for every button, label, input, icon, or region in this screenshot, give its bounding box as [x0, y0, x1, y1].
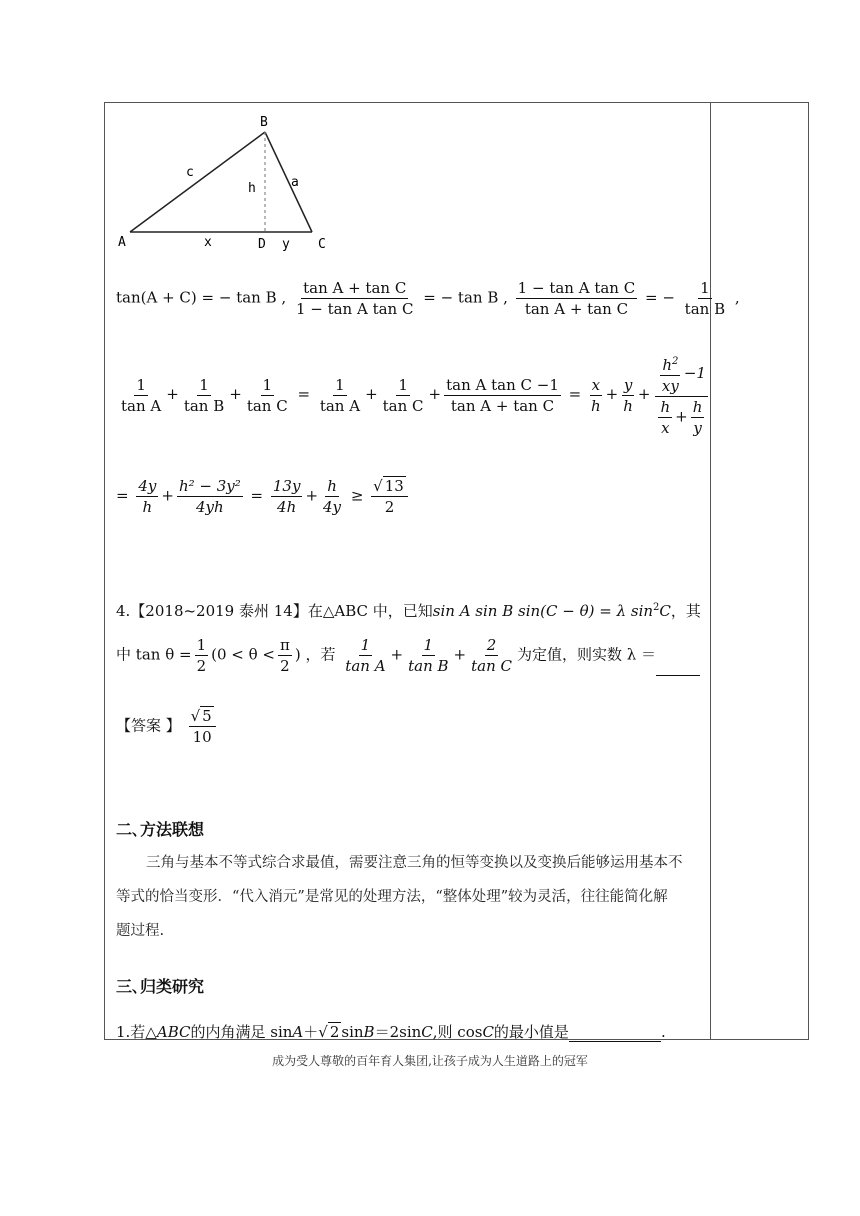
question-blank — [569, 1041, 661, 1042]
label-h: h — [248, 181, 256, 196]
side-AB — [130, 132, 265, 232]
problem-4-line-1: 4.【2018~2019 泰州 14】在△ABC 中，已知sin A sin B sin(C − θ) = λ $\sin^2C$，其 — [116, 602, 701, 620]
section-2-title: 二､方法联想 — [116, 820, 205, 839]
label-x: x — [204, 235, 212, 250]
answer-blank — [656, 675, 700, 676]
answer-line: 【答案 】 $\frac{√ 5}{10}$ — [116, 706, 219, 747]
side-column-divider — [710, 102, 711, 1040]
triangle-diagram — [110, 110, 340, 255]
label-a: a — [291, 175, 299, 190]
section-3-question-1: 1.若△ABC的内角满足 sinA＋√ 2 sinB＝2sinC,则 cosC的最小值是 . — [116, 1023, 666, 1041]
label-C: C — [318, 237, 326, 252]
math-line-2: $\frac{1}{\text{tan A}}$ + $\frac{1}{\text{tan B}}$ + $\frac{1}{\text{tan C}}$ = $\frac{1}{\text{tan A}}$ + $\frac{1}{\text{tan C}}$ + $\frac{\text{tan A tan C −1}}{\text{tan A + tan C}}$ = $\frac{x}{h}$ + $\frac{y}{h}$ + $\frac{h^2}{xy}$ −1 $\frac{h}{x}$ + $\frac{h}{y}$ — [116, 352, 712, 438]
side-BC — [265, 132, 312, 232]
label-B: B — [260, 115, 268, 130]
page-footer: 成为受人尊敬的百年育人集团,让孩子成为人生道路上的冠军 — [272, 1054, 588, 1068]
label-A: A — [118, 235, 126, 250]
section-3-title: 三､归类研究 — [116, 977, 205, 996]
problem-4-line-2: 中 tan θ = $\frac{1}{2}$ (0 < θ < $\frac{\pi}{2}$ ) ，若 $\frac{1}{\text{tan A}}$ + $\frac{1}{\text{tan B}}$ + $\frac{2}{\text{tan C}}$ 为定值，则实数 λ ＝ — [116, 635, 700, 676]
math-line-1: tan(A + C) = − tan B , $\frac{\text{tan A + tan C}}{\text{1 − tan A tan C}}$ = − tan B , $\frac{\text{1 − tan A tan C}}{\text{tan A + tan C}}$ = − $\frac{1}{\text{tan B}}$ , — [116, 279, 740, 318]
math-line-3: = $\frac{4y}{h}$ + $\frac{\text{h² − 3y²}}{4yh}$ = $\frac{13y}{4h}$ + $\frac{h}{4y}$ ≥ $\frac{√ 13}{2}$ — [116, 476, 411, 517]
label-D: D — [258, 237, 266, 252]
section-2-paragraph: 三角与基本不等式综合求最值，需要注意三角的恒等变换以及变换后能够运用基本不 等式的恰当变形．“代入消元”是常见的处理方法，“整体处理”较为灵活，往往能简化解 题过程. — [116, 855, 683, 939]
label-c: c — [186, 165, 194, 180]
label-y: y — [282, 237, 290, 252]
